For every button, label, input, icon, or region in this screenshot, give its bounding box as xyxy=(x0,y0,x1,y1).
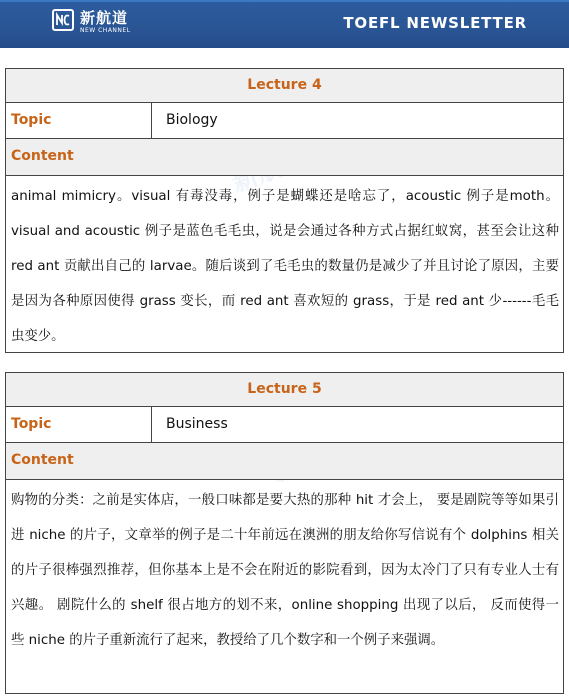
lecture-title-row xyxy=(6,373,563,407)
lecture-content: animal mimicry。visual 有毒没毒，例子是蝴蝶还是啥忘了，acoustic 例子是moth。visual and acoustic 例子是蓝色毛毛虫，说是会通过各种方式占据红蚁窝，甚至会让这种 red ant 贡献出自己的 larvae。随后谈到了毛毛虫的数量仍是减少了并且讨论了原因，主要是因为各种原因使得 grass 变长，而 red ant 喜欢短的 grass，于是 red ant 少------毛毛虫变少。 xyxy=(11,189,559,344)
content-label-row xyxy=(6,139,563,176)
column-divider xyxy=(151,407,152,442)
lecture-content: 购物的分类：之前是实体店，一般口味都是要大热的那种 hit 才会上， 要是剧院等等如果引进 niche 的片子，文章举的例子是二十年前远在澳洲的朋友给你写信说有个 dolphins 相关的片子很棒强烈推荐，但你基本上是不会在附近的影院看到，因为太冷门了只有专业人士有兴趣。 剧院什么的 shelf 很占地方的划不来，online shopping 出现了以后， 反而使得一些 niche 的片子重新流行了起来，教授给了几个数字和一个例子来强调。 xyxy=(11,493,559,648)
logo-english-name: NEW CHANNEL xyxy=(80,27,131,34)
lecture-title: Lecture 5 xyxy=(247,381,322,397)
topic-label: Topic xyxy=(11,112,52,128)
logo-chinese-name: 新航道 xyxy=(80,9,129,27)
lecture-table xyxy=(5,68,564,353)
lecture-title: Lecture 4 xyxy=(247,77,322,93)
topic-row xyxy=(6,103,563,139)
content-label: Content xyxy=(11,148,74,164)
topic-value: Business xyxy=(166,416,228,432)
newsletter-title: TOEFL NEWSLETTER xyxy=(343,14,527,32)
topic-row xyxy=(6,407,563,443)
newsletter-header xyxy=(0,0,569,48)
content-label-row xyxy=(6,443,563,480)
topic-value: Biology xyxy=(166,112,218,128)
topic-label: Topic xyxy=(11,416,52,432)
header-accent-strip xyxy=(0,0,569,2)
column-divider xyxy=(151,103,152,138)
content-label: Content xyxy=(11,452,74,468)
new-channel-logo-icon xyxy=(52,9,74,31)
lecture-table xyxy=(5,372,564,694)
lecture-title-row xyxy=(6,69,563,103)
